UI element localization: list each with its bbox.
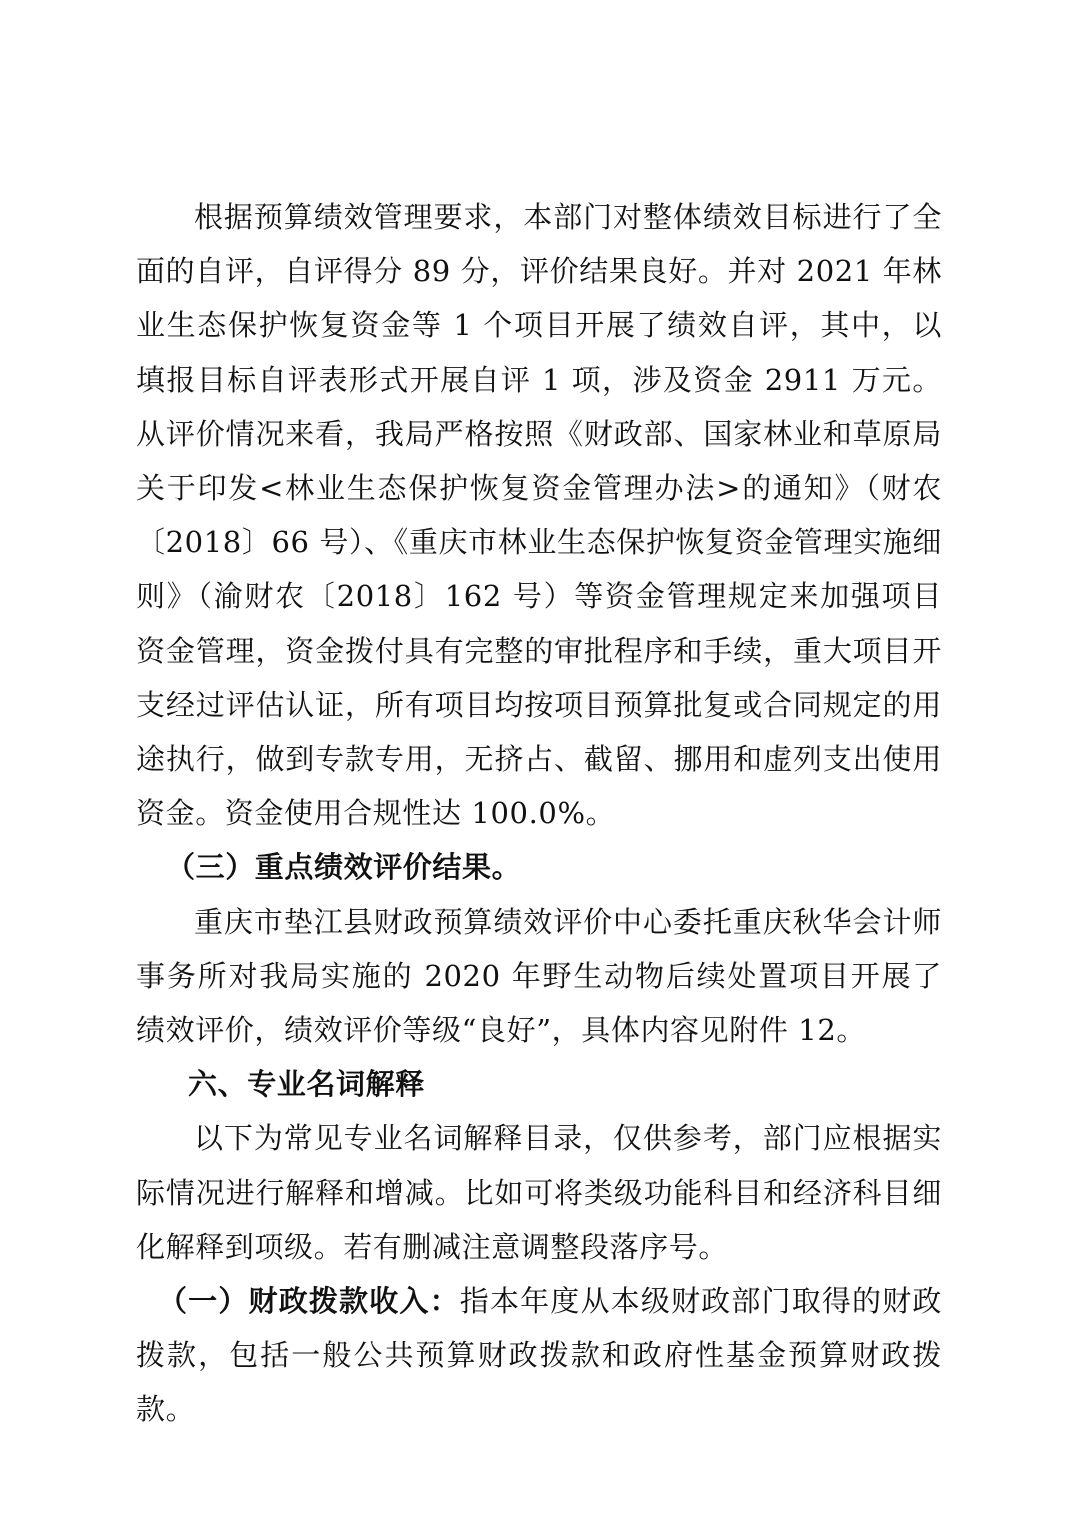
document-body <box>136 190 942 1437</box>
term-definition: 指本年度从本级财政部门取得的财政拨款，包括一般公共预算财政拨款和政府性基金预算财政拨款。 <box>136 1284 942 1427</box>
term-label: （一）财政拨款收入： <box>158 1284 460 1319</box>
paragraph-term-fiscal-appropriation <box>136 1274 942 1437</box>
paragraph-terms-intro: 以下为常见专业名词解释目录，仅供参考，部门应根据实际情况进行解释和增减。比如可将类级功能科目和经济科目细化解释到项级。若有删减注意调整段落序号。 <box>136 1121 942 1264</box>
paragraph-self-evaluation: 根据预算绩效管理要求，本部门对整体绩效目标进行了全面的自评，自评得分 89 分，评价结果良好。并对 2021 年林业生态保护恢复资金等 1 个项目开展了绩效自评，其中，以填报目标自评表形式开展自评 1 项，涉及资金 2911 万元。从评价情况来看，我局严格按照《财政部、国家林业和草原局关于印发<林业生态保护恢复资金管理办法>的通知》（财农〔2018〕66 号）、《重庆市林业生态保护恢复资金管理实施细则》（渝财农〔2018〕162 号）等资金管理规定来加强项目资金管理，资金拨付具有完整的审批程序和手续，重大项目开支经过评估认证，所有项目均按项目预算批复或合同规定的用途执行，做到专款专用，无挤占、截留、挪用和虚列支出使用资金。资金使用合规性达 100.0%。 <box>136 200 942 831</box>
subheading-key-evaluation-results: （三）重点绩效评价结果。 <box>166 850 522 885</box>
paragraph-key-evaluation: 重庆市垫江县财政预算绩效评价中心委托重庆秋华会计师事务所对我局实施的 2020 年野生动物后续处置项目开展了绩效评价，绩效评价等级“良好”，具体内容见附件 12。 <box>136 904 942 1048</box>
section-heading-terms: 六、专业名词解释 <box>188 1067 425 1102</box>
